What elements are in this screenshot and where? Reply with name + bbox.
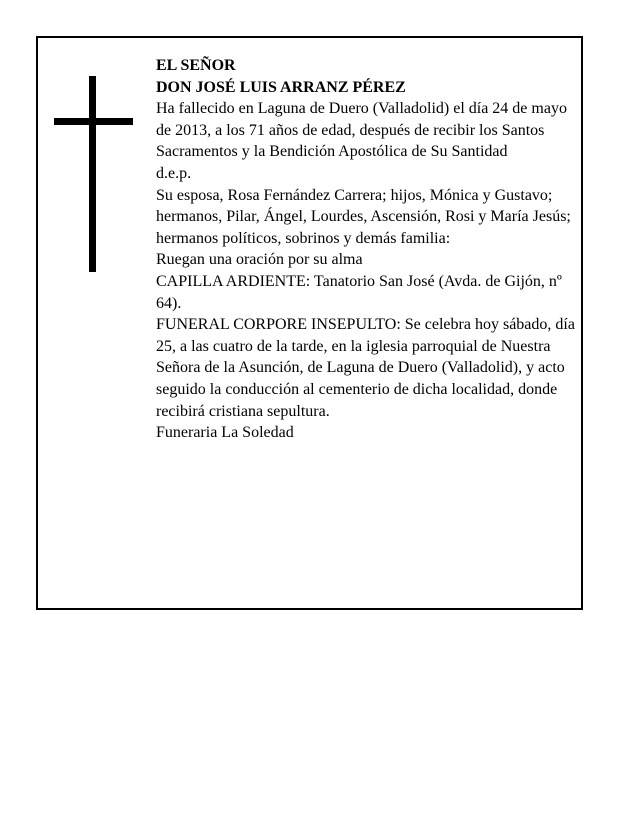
deceased-name: DON JOSÉ LUIS ARRANZ PÉREZ [156,78,406,96]
family-list: Su esposa, Rosa Fernández Carrera; hijos, Mónica y Gustavo; hermanos, Pilar, Ángel, Lourdes, Ascensión, Rosi y María Jesús; hermanos políticos, sobrinos y demás familia: [156,186,571,247]
cross-horizontal-bar [54,118,133,125]
funeral-info: FUNERAL CORPORE INSEPULTO: Se celebra hoy sábado, día 25, a las cuatro de la tarde, en la iglesia parroquial de Nuestra Señora de la Asunción, de Laguna de Duero (Valladolid), y acto seguido la conducción al cementerio de dicha localidad, donde recibirá cristiana sepultura. [156,316,575,420]
funeral-home: Funeraria La Soledad [156,424,294,442]
obituary-notice [36,36,583,610]
cross-vertical-bar [89,76,96,272]
dep-abbreviation: d.e.p. [156,164,192,182]
notice-body [156,55,576,444]
title-line-1: EL SEÑOR [156,57,236,74]
prayer-request: Ruegan una oración por su alma [156,251,363,269]
death-announcement: Ha fallecido en Laguna de Duero (Valladolid) el día 24 de mayo de 2013, a los 71 años de edad, después de recibir los Santos Sacramentos y la Bendición Apostólica de Su Santidad [156,100,567,161]
chapel-info: CAPILLA ARDIENTE: Tanatorio San José (Avda. de Gijón, nº 64). [156,272,562,312]
